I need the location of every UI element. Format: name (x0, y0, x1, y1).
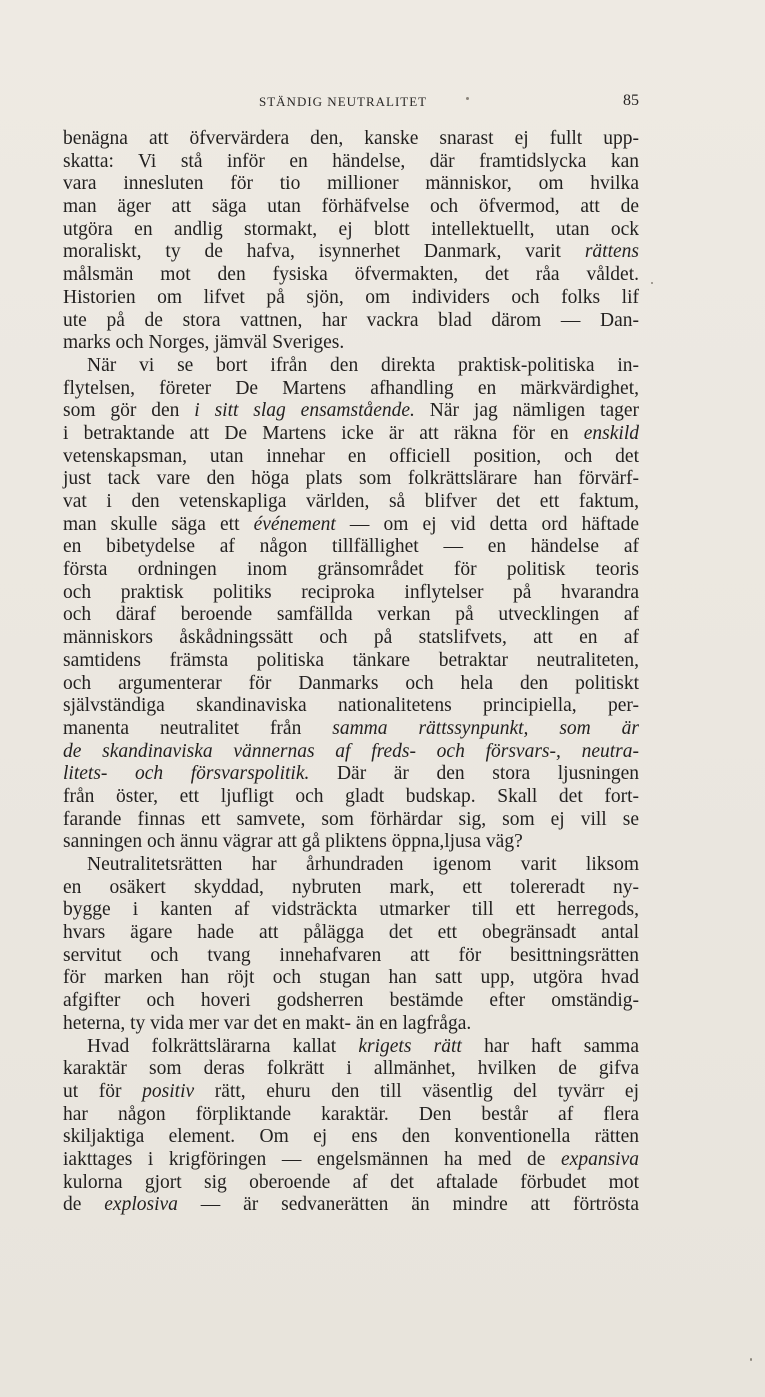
italic-text: explosiva (104, 1194, 178, 1216)
text-line (63, 536, 639, 559)
text-line (63, 763, 639, 786)
text-line (63, 945, 639, 968)
text-segment: När jag nämligen tager (414, 400, 640, 422)
running-title: STÄNDIG NEUTRALITET (259, 94, 428, 109)
text-segment: från öster, ett ljufligt och gladt budskap. Skall det fort- (63, 785, 639, 807)
text-line (63, 1194, 639, 1217)
text-segment: utgöra en andlig stormakt, ej blott intellektuellt, utan ock (63, 218, 639, 240)
italic-text: samma rättssynpunkt, som är (332, 717, 639, 739)
text-segment: kulorna gjort sig oberoende af det aftalade förbudet mot (63, 1171, 639, 1193)
text-segment: farande finnas ett samvete, som förhärdar sig, som ej vill se (63, 808, 639, 830)
text-line (63, 264, 639, 287)
italic-text: enskild (583, 422, 639, 444)
page-number: 85 (623, 92, 639, 109)
text-segment: just tack vare den höga plats som folkrättslärare han förvärf- (63, 468, 639, 490)
body-text (63, 128, 639, 1217)
text-segment: Neutralitetsrätten har århundraden igenom varit liksom (87, 854, 639, 875)
text-line (63, 650, 639, 673)
text-line (63, 1013, 639, 1036)
text-segment: marks och Norges, jämväl Sveriges. (63, 332, 345, 354)
text-line (63, 1081, 639, 1104)
text-segment: målsmän mot den fysiska öfvermakten, det råa våldet. (63, 264, 639, 286)
text-line (63, 219, 639, 242)
text-line (63, 695, 639, 718)
text-segment: flytelsen, företer De Martens afhandling en märkvärdighet, (63, 377, 639, 399)
paper-speck (651, 282, 653, 284)
text-segment: Hvad folkrättslärarna kallat (87, 1035, 359, 1057)
text-line (63, 241, 639, 264)
text-line (63, 1126, 639, 1149)
text-line (63, 355, 639, 378)
text-line (63, 627, 639, 650)
text-segment: en osäkert skyddad, nybruten mark, ett tolereradt ny- (63, 876, 639, 898)
text-segment: karaktär som deras folkrätt i allmänhet, hvilken de gifva (63, 1058, 639, 1080)
text-segment: och argumenterar för Danmarks och hela den politiskt (63, 672, 639, 694)
text-line (63, 809, 639, 832)
text-segment: skiljaktiga element. Om ej ens den konventionella rätten (63, 1126, 639, 1148)
text-segment: man skulle säga ett (63, 513, 254, 535)
text-line (63, 831, 639, 854)
text-line (63, 673, 639, 696)
text-segment: rätt, ehuru den till väsentlig del tyvärr ej (194, 1080, 639, 1102)
text-segment: samtidens främsta politiska tänkare betraktar neutraliteten, (63, 649, 639, 671)
text-line (63, 423, 639, 446)
text-segment: — är sedvanerätten än mindre att förtrösta (177, 1194, 640, 1216)
text-segment: har haft samma (461, 1035, 639, 1057)
text-line (63, 1058, 639, 1081)
text-segment: första ordningen inom gränsområdet för politisk teoris (63, 559, 639, 581)
text-line (63, 446, 639, 469)
text-segment: vara innesluten för tio millioner människor, om hvilka (63, 173, 639, 195)
text-segment: vetenskapsman, utan innehar en officiell position, och det (63, 445, 639, 467)
text-segment: heterna, ty vida mer var det en makt- än en lagfråga. (63, 1012, 472, 1034)
text-line (63, 582, 639, 605)
italic-text: expansiva (561, 1148, 639, 1170)
text-line (63, 1172, 639, 1195)
text-segment: — om ej vid detta ord häftade (335, 513, 639, 535)
text-segment: som gör den (63, 400, 195, 422)
italic-text: krigets rätt (358, 1035, 462, 1057)
text-segment: i betraktande att De Martens icke är att räkna för en (63, 422, 584, 444)
text-line (63, 332, 639, 355)
text-segment: moraliskt, ty de hafva, isynnerhet Danmark, varit (63, 241, 585, 263)
text-segment: vat i den vetenskapliga världen, så blifver det ett faktum, (63, 491, 639, 512)
text-line (63, 128, 639, 151)
text-line (63, 1036, 639, 1059)
text-segment: afgifter och hoveri godsherren bestämde efter omständig- (63, 990, 639, 1012)
text-segment: skatta: Vi stå inför en händelse, där framtidslycka kan (63, 150, 639, 172)
text-segment: för marken han röjt och stugan han satt upp, utgöra hvad (63, 967, 639, 989)
text-line (63, 1149, 639, 1172)
italic-text: litets- och försvarspolitik. (63, 763, 310, 785)
text-segment: sanningen och ännu vägrar att gå pliktens öppna,ljusa väg? (63, 831, 523, 853)
text-segment: självständiga skandinaviska nationalitetens principiella, per- (63, 695, 639, 717)
italic-text: i sitt slag ensamstående. (194, 400, 415, 422)
text-segment: de (63, 1194, 105, 1216)
text-line (63, 899, 639, 922)
italic-text: de skandinaviska vännernas af freds- och försvars-, neutra- (63, 740, 639, 762)
text-line (63, 173, 639, 196)
text-line (63, 559, 639, 582)
text-segment: iakttages i krigföringen — engelsmännen ha med de (63, 1148, 562, 1170)
text-line (63, 967, 639, 990)
text-line (63, 854, 639, 877)
text-line (63, 400, 639, 423)
text-segment: benägna att öfvervärdera den, kanske snarast ej fullt upp- (63, 128, 639, 149)
text-segment: servitut och tvang innehafvaren att för besittningsrätten (63, 944, 639, 966)
text-segment: en bibetydelse af någon tillfällighet — en händelse af (63, 536, 639, 558)
text-line (63, 287, 639, 310)
text-line (63, 514, 639, 537)
text-segment: bygge i kanten af vidsträckta utmarker till ett herregods, (63, 899, 639, 921)
paper-speck (750, 1358, 752, 1361)
text-line (63, 1104, 639, 1127)
text-segment: människors åskådningssätt och på statslifvets, att en af (63, 627, 639, 649)
text-segment: Där är den stora ljusningen (309, 763, 639, 785)
text-line (63, 718, 639, 741)
text-line (63, 990, 639, 1013)
text-segment: och praktisk politiks reciproka inflytelser på hvarandra (63, 581, 639, 603)
text-line (63, 922, 639, 945)
text-line (63, 604, 639, 627)
text-line (63, 378, 639, 401)
text-line (63, 151, 639, 174)
text-segment: Historien om lifvet på sjön, om individers och folks lif (63, 286, 639, 308)
text-segment: har någon förpliktande karaktär. Den består af flera (63, 1103, 639, 1125)
italic-text: événement (253, 513, 336, 535)
paper-speck (466, 97, 469, 100)
text-line (63, 741, 639, 764)
italic-text: positiv (142, 1080, 195, 1102)
page-header (63, 92, 639, 116)
text-segment: ut för (63, 1080, 143, 1102)
text-segment: manenta neutralitet från (63, 717, 333, 739)
italic-text: rättens (584, 241, 639, 263)
text-segment: man äger att säga utan förhäfvelse och öfvermod, att de (63, 196, 639, 218)
text-line (63, 310, 639, 333)
text-segment: ute på de stora vattnen, har vackra blad därom — Dan- (63, 309, 639, 331)
text-segment: hvars ägare hade att pålägga det ett obegränsadt antal (63, 922, 639, 944)
text-line (63, 786, 639, 809)
text-line (63, 491, 639, 514)
text-segment: När vi se bort ifrån den direkta praktisk-politiska in- (87, 354, 639, 376)
text-line (63, 468, 639, 491)
text-line (63, 877, 639, 900)
text-segment: och däraf beroende samfällda verkan på utvecklingen af (63, 604, 639, 626)
text-line (63, 196, 639, 219)
